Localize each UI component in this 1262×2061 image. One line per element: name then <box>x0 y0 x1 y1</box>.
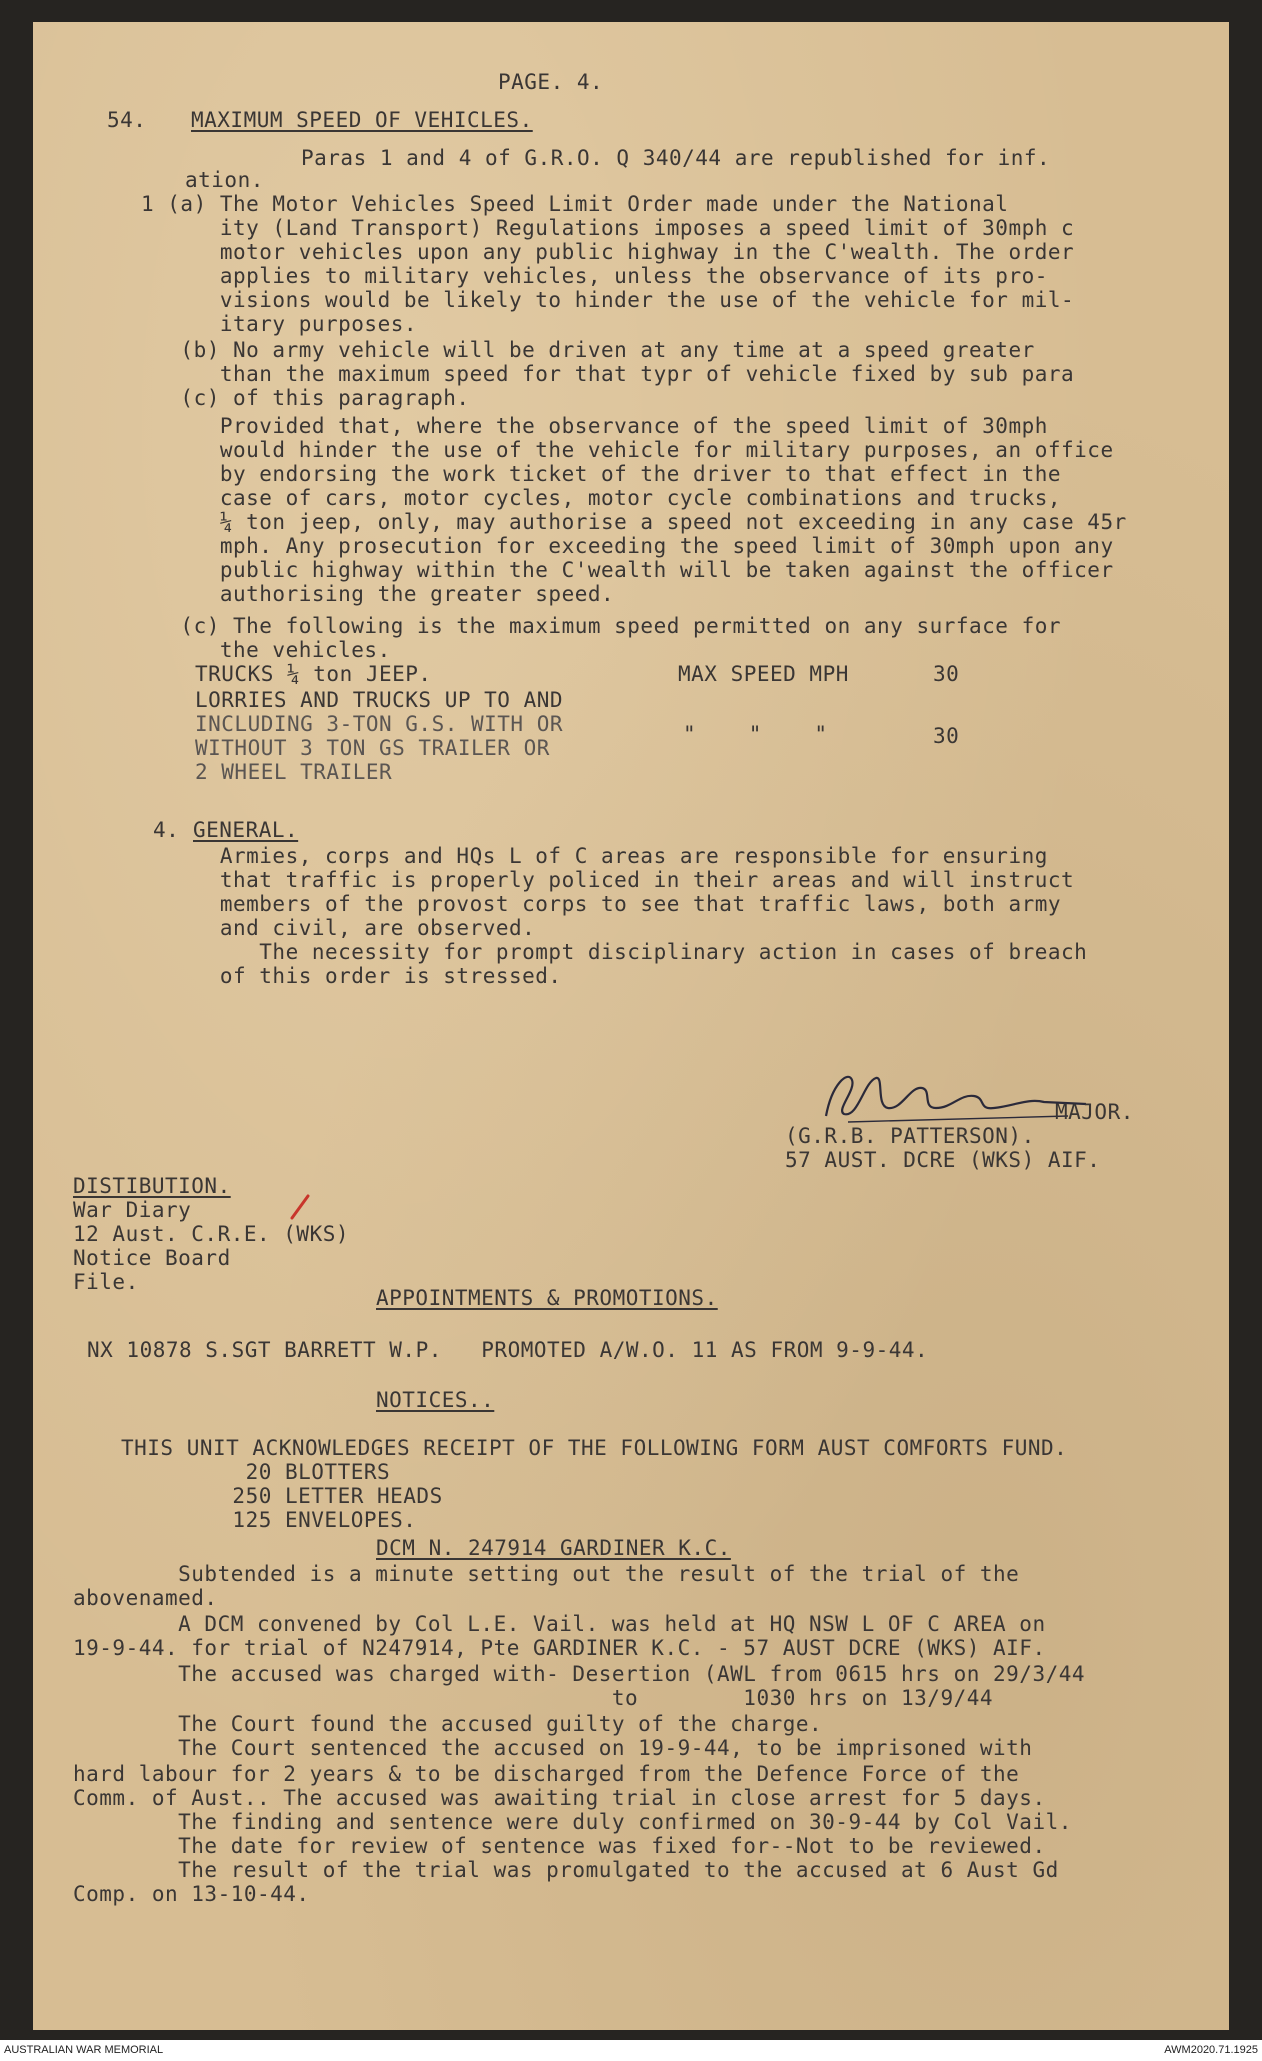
dcm-line: abovenamed. <box>73 1586 218 1610</box>
dcm-line: The Court sentenced the accused on 19-9-44, to be imprisoned with <box>73 1736 1033 1760</box>
table-vehicle: LORRIES AND TRUCKS UP TO AND <box>195 688 564 712</box>
distribution-item: War Diary <box>73 1198 192 1222</box>
para-1a-line: motor vehicles upon any public highway in the C'wealth. The order <box>141 240 1075 264</box>
provided-line: authorising the greater speed. <box>141 582 615 606</box>
page-number: PAGE. 4. <box>498 70 604 94</box>
general-line: of this order is stressed. <box>141 964 562 988</box>
general-line: Armies, corps and HQs L of C areas are responsible for ensuring <box>141 844 1048 868</box>
dcm-line: The Court found the accused guilty of the charge. <box>73 1712 823 1736</box>
provided-line: case of cars, motor cycles, motor cycle combinations and trucks, <box>141 486 1062 510</box>
intro-line-2: ation. <box>185 168 264 192</box>
signature-unit: 57 AUST. DCRE (WKS) AIF. <box>785 1148 1101 1172</box>
para-1b-line: (c) of this paragraph. <box>141 386 470 410</box>
dcm-line: to 1030 hrs on 13/9/44 <box>73 1686 994 1710</box>
dcm-line: The accused was charged with- Desertion (AWL from 0615 hrs on 29/3/44 <box>73 1662 1086 1686</box>
footer-right-label: AWM2020.71.1925 <box>1164 2044 1258 2056</box>
notices-title: NOTICES.. <box>376 1388 495 1412</box>
dcm-line: A DCM convened by Col L.E. Vail. was held at HQ NSW L OF C AREA on <box>73 1612 1046 1636</box>
general-title: GENERAL. <box>193 818 299 842</box>
para-1a-line: applies to military vehicles, unless the observance of its pro- <box>141 264 1048 288</box>
footer-bar <box>0 2040 1262 2061</box>
general-line: members of the provost corps to see that traffic laws, both army <box>141 892 1062 916</box>
dcm-line: The result of the trial was promulgated to the accused at 6 Aust Gd <box>73 1858 1059 1882</box>
provided-line: Provided that, where the observance of the speed limit of 30mph <box>141 414 1048 438</box>
dcm-line: hard labour for 2 years & to be discharged from the Defence Force of the <box>73 1762 1020 1786</box>
provided-line: mph. Any prosecution for exceeding the speed limit of 30mph upon any <box>141 534 1114 558</box>
footer-left-label: AUSTRALIAN WAR MEMORIAL <box>4 2044 164 2056</box>
distribution-title: DISTIBUTION. <box>73 1174 231 1198</box>
para-1b-line: than the maximum speed for that typr of vehicle fixed by sub para <box>141 362 1075 386</box>
general-number: 4. <box>153 818 180 842</box>
dcm-title: DCM N. 247914 GARDINER K.C. <box>376 1536 731 1560</box>
provided-line: public highway within the C'wealth will be taken against the officer <box>141 558 1114 582</box>
general-line: The necessity for prompt disciplinary action in cases of breach <box>141 940 1088 964</box>
dcm-line: 19-9-44. for trial of N247914, Pte GARDINER K.C. - 57 AUST DCRE (WKS) AIF. <box>73 1636 1046 1660</box>
intro-line-1: Paras 1 and 4 of G.R.O. Q 340/44 are republished for inf. <box>301 146 1051 170</box>
notices-line: 250 LETTER HEADS <box>193 1484 443 1508</box>
appointments-entry: NX 10878 S.SGT BARRETT W.P. PROMOTED A/W.O. 11 AS FROM 9-9-44. <box>87 1338 929 1362</box>
para-1a-line: itary purposes. <box>141 312 418 336</box>
para-1c-line: the vehicles. <box>141 638 391 662</box>
distribution-item: File. <box>73 1270 139 1294</box>
general-line: that traffic is properly policed in their areas and will instruct <box>141 868 1075 892</box>
dcm-line: The date for review of sentence was fixed for--Not to be reviewed. <box>73 1834 1046 1858</box>
signature-rank: MAJOR. <box>1055 1100 1134 1124</box>
signature-name: (G.R.B. PATTERSON). <box>785 1124 1035 1148</box>
notices-line: THIS UNIT ACKNOWLEDGES RECEIPT OF THE FOLLOWING FORM AUST COMFORTS FUND. <box>121 1436 1068 1460</box>
table-vehicle: TRUCKS ¼ ton JEEP. <box>195 662 432 686</box>
table-vehicle: WITHOUT 3 TON GS TRAILER OR <box>195 736 550 760</box>
para-1b-line: (b) No army vehicle will be driven at any time at a speed greater <box>141 338 1035 362</box>
appointments-title: APPOINTMENTS & PROMOTIONS. <box>376 1286 718 1310</box>
table-speed: 30 <box>933 724 960 748</box>
para-1c-line: (c) The following is the maximum speed permitted on any surface for <box>141 614 1062 638</box>
table-ditto: " " " <box>683 722 828 746</box>
distribution-item: Notice Board <box>73 1246 231 1270</box>
section-title: MAXIMUM SPEED OF VEHICLES. <box>191 108 533 132</box>
table-speed: 30 <box>933 662 960 686</box>
table-header: MAX SPEED MPH <box>678 662 849 686</box>
paper-sheet <box>33 22 1229 2030</box>
section-number: 54. <box>107 108 147 132</box>
distribution-item: 12 Aust. C.R.E. (WKS) <box>73 1222 350 1246</box>
notices-line: 125 ENVELOPES. <box>193 1508 417 1532</box>
dcm-line: Comm. of Aust.. The accused was awaiting trial in close arrest for 5 days. <box>73 1786 1046 1810</box>
para-1a-line: 1 (a) The Motor Vehicles Speed Limit Order made under the National <box>141 192 1009 216</box>
notices-line: 20 BLOTTERS <box>193 1460 391 1484</box>
provided-line: ¼ ton jeep, only, may authorise a speed not exceeding in any case 45r <box>141 510 1127 534</box>
provided-line: by endorsing the work ticket of the driver to that effect in the <box>141 462 1062 486</box>
para-1a-line: ity (Land Transport) Regulations imposes a speed limit of 30mph c <box>141 216 1075 240</box>
para-1a-line: visions would be likely to hinder the use of the vehicle for mil- <box>141 288 1075 312</box>
dcm-line: Subtended is a minute setting out the result of the trial of the <box>73 1562 1020 1586</box>
general-line: and civil, are observed. <box>141 916 536 940</box>
dcm-line: Comp. on 13-10-44. <box>73 1882 310 1906</box>
provided-line: would hinder the use of the vehicle for military purposes, an office <box>141 438 1114 462</box>
red-pencil-mark <box>288 1192 312 1222</box>
dcm-line: The finding and sentence were duly confirmed on 30-9-44 by Col Vail. <box>73 1810 1072 1834</box>
table-vehicle: INCLUDING 3-TON G.S. WITH OR <box>195 712 564 736</box>
table-vehicle: 2 WHEEL TRAILER <box>195 760 393 784</box>
